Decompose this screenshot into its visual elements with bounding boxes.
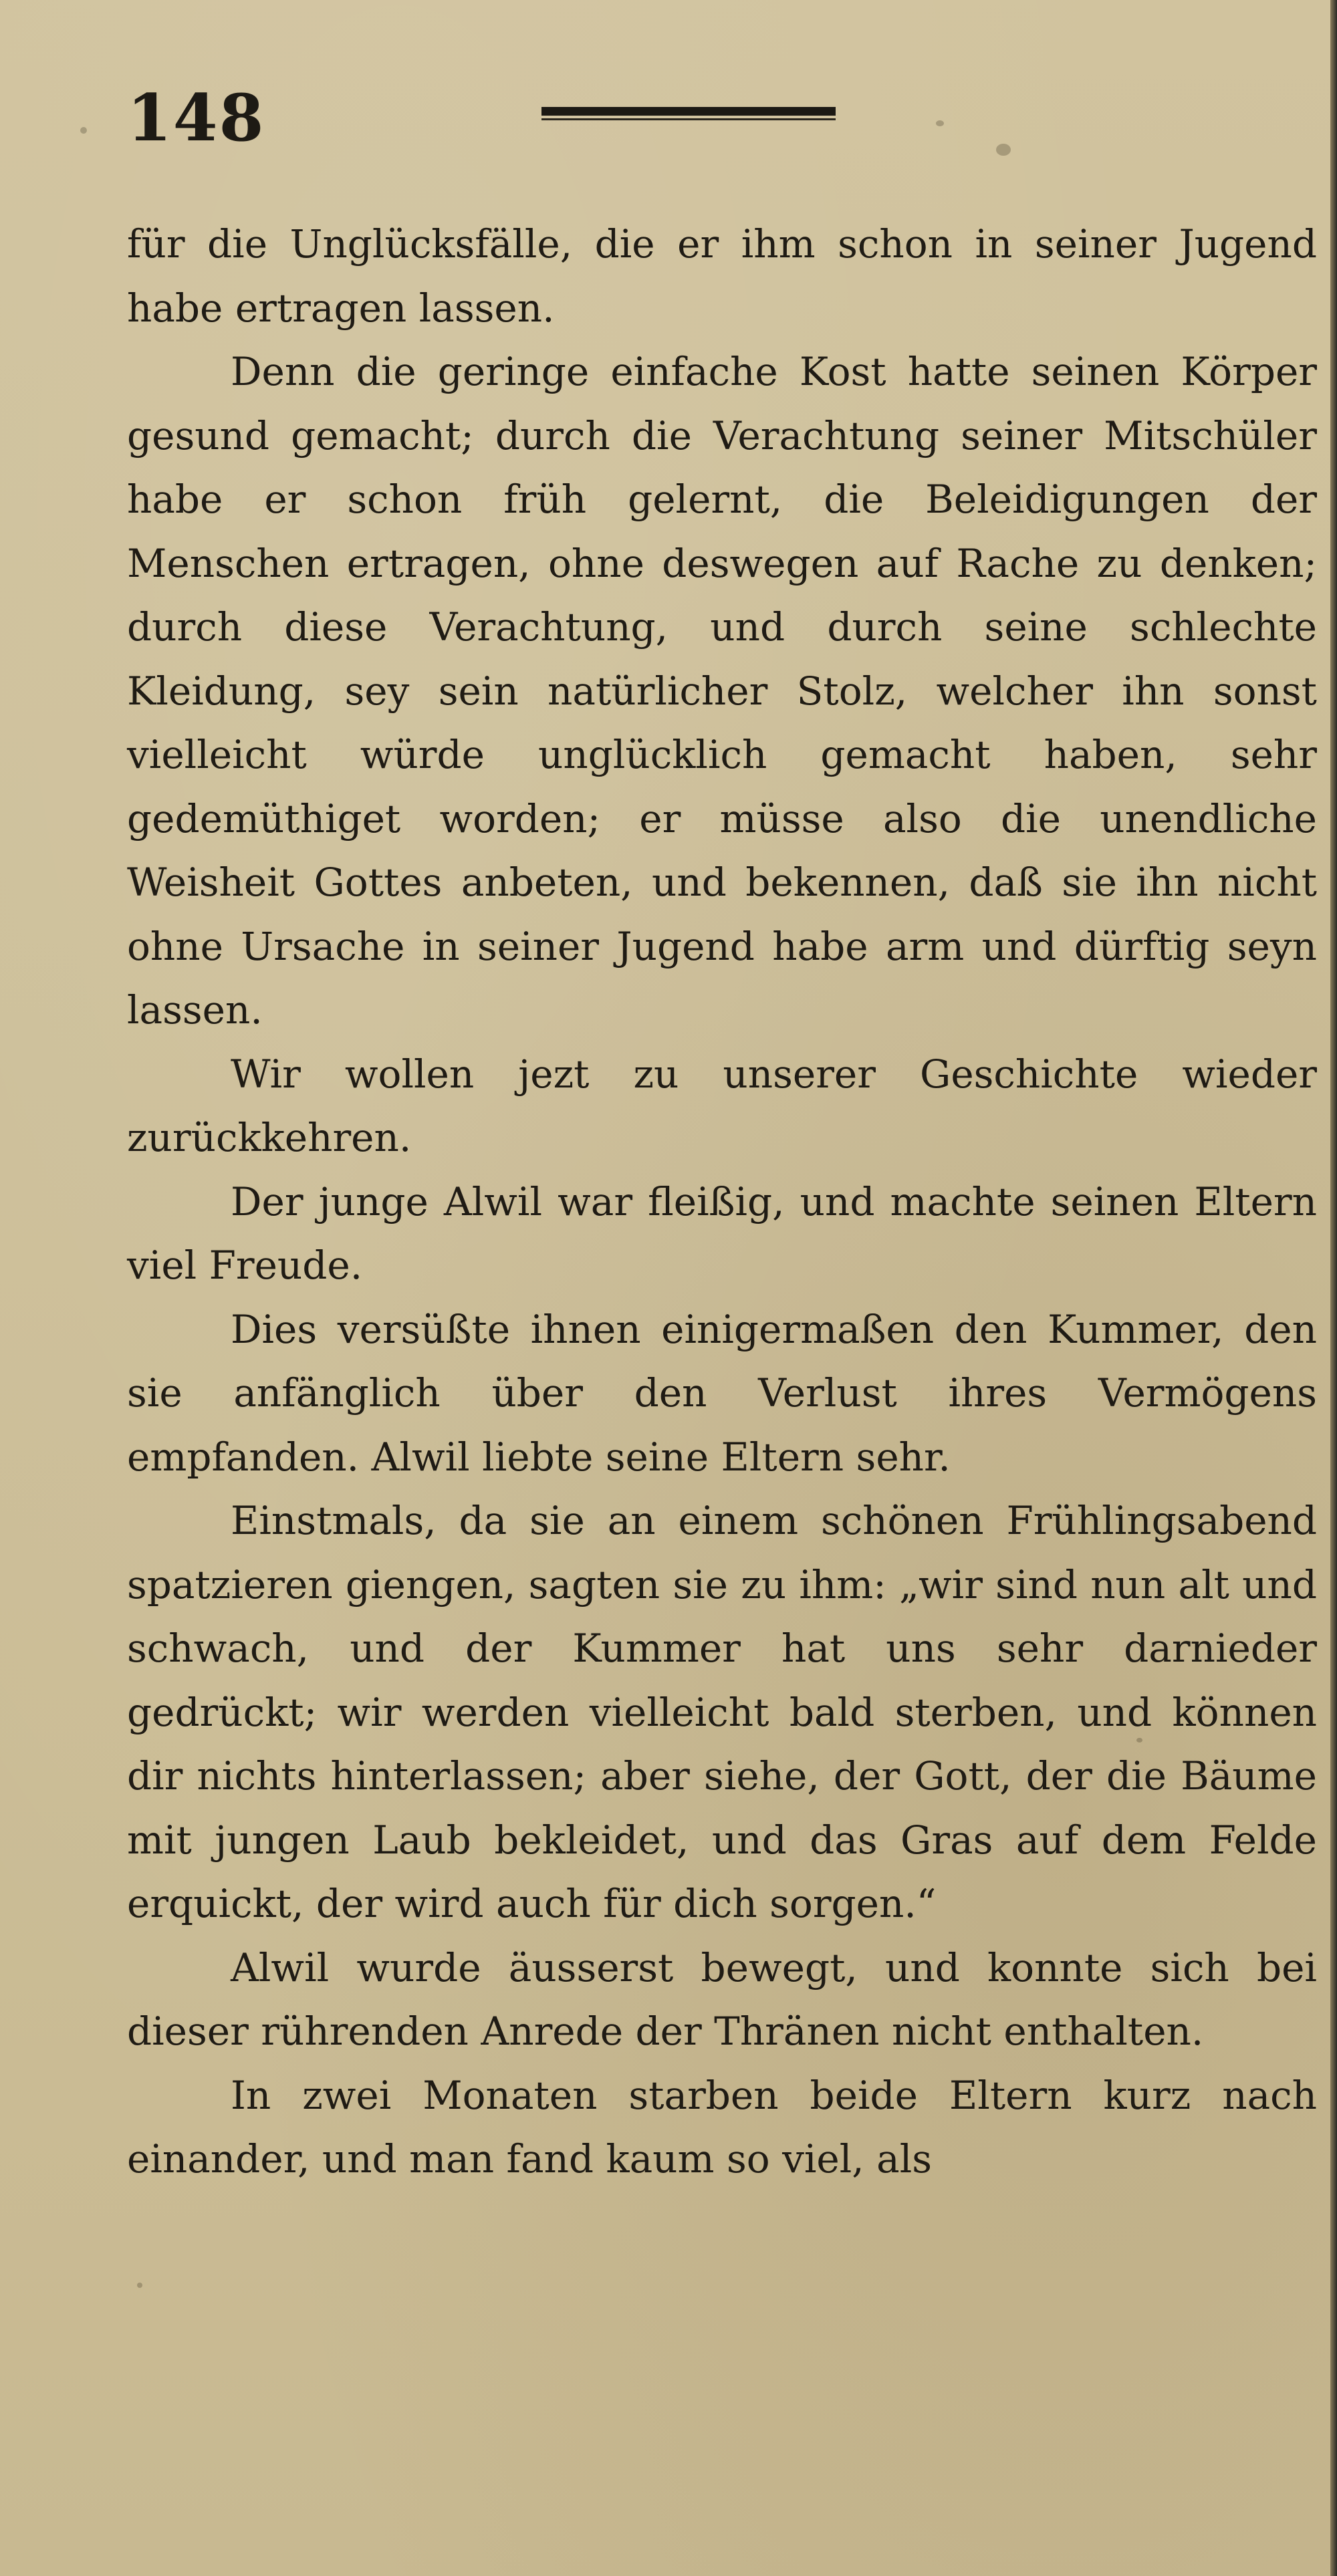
paragraph: Denn die geringe einfache Kost hatte seinen Körper gesund gemacht; durch die Verachtung seiner Mitschüler habe er schon früh gelernt, die Beleidigungen der Menschen ertragen, ohne deswegen auf Rache zu denken; durch diese Verachtung, und durch seine schlechte Kleidung, sey sein natürlicher Stolz, welcher ihn sonst vielleicht würde unglücklich gemacht haben, sehr gedemüthiget worden; er müsse also die unendliche Weisheit Gottes anbeten, und bekennen, daß sie ihn nicht ohne Ursache in seiner Jugend habe arm und dürftig seyn lassen. [127, 349, 1317, 1033]
paragraph: In zwei Monaten starben beide Eltern kurz nach einander, und man fand kaum so viel, als [127, 2072, 1317, 2182]
paper-speck [936, 120, 944, 126]
paper-speck [996, 144, 1011, 156]
paragraph: Wir wollen jezt zu unserer Geschichte wieder zurückkehren. [127, 1051, 1317, 1160]
paper-speck [137, 2283, 142, 2288]
paragraph: Der junge Alwil war fleißig, und machte seinen Eltern viel Freude. [127, 1178, 1317, 1288]
paragraph: Dies versüßte ihnen einigermaßen den Kummer, den sie anfänglich über den Verlust ihres Vermögens empfanden. Alwil liebte seine Eltern sehr. [127, 1306, 1317, 1480]
page-edge-shadow [1330, 0, 1337, 2576]
header-rule-thick [541, 107, 836, 116]
paragraph: Alwil wurde äusserst bewegt, und konnte sich bei dieser rührenden Anrede der Thränen nicht enthalten. [127, 1944, 1317, 2054]
header-rule [541, 107, 836, 120]
paragraph: Einstmals, da sie an einem schönen Frühlingsabend spatzieren giengen, sagten sie zu ihm: „wir sind nun alt und schwach, und der Kummer hat uns sehr darnieder gedrückt; wir werden vielleicht bald sterben, und können dir nichts hinterlassen; aber siehe, der Gott, der die Bäume mit jungen Laub bekleidet, und das Gras auf dem Felde erquickt, der wird auch für dich sorgen.“ [127, 1498, 1317, 1926]
page-number: 148 [127, 80, 265, 156]
header-rule-thin [541, 118, 836, 120]
paper-speck [80, 127, 87, 134]
page-header [127, 80, 1317, 167]
paragraph: für die Unglücksfälle, die er ihm schon in seiner Jugend habe ertragen lassen. [127, 221, 1317, 331]
body-text [127, 213, 1317, 2192]
paper-speck [1136, 1738, 1142, 1743]
